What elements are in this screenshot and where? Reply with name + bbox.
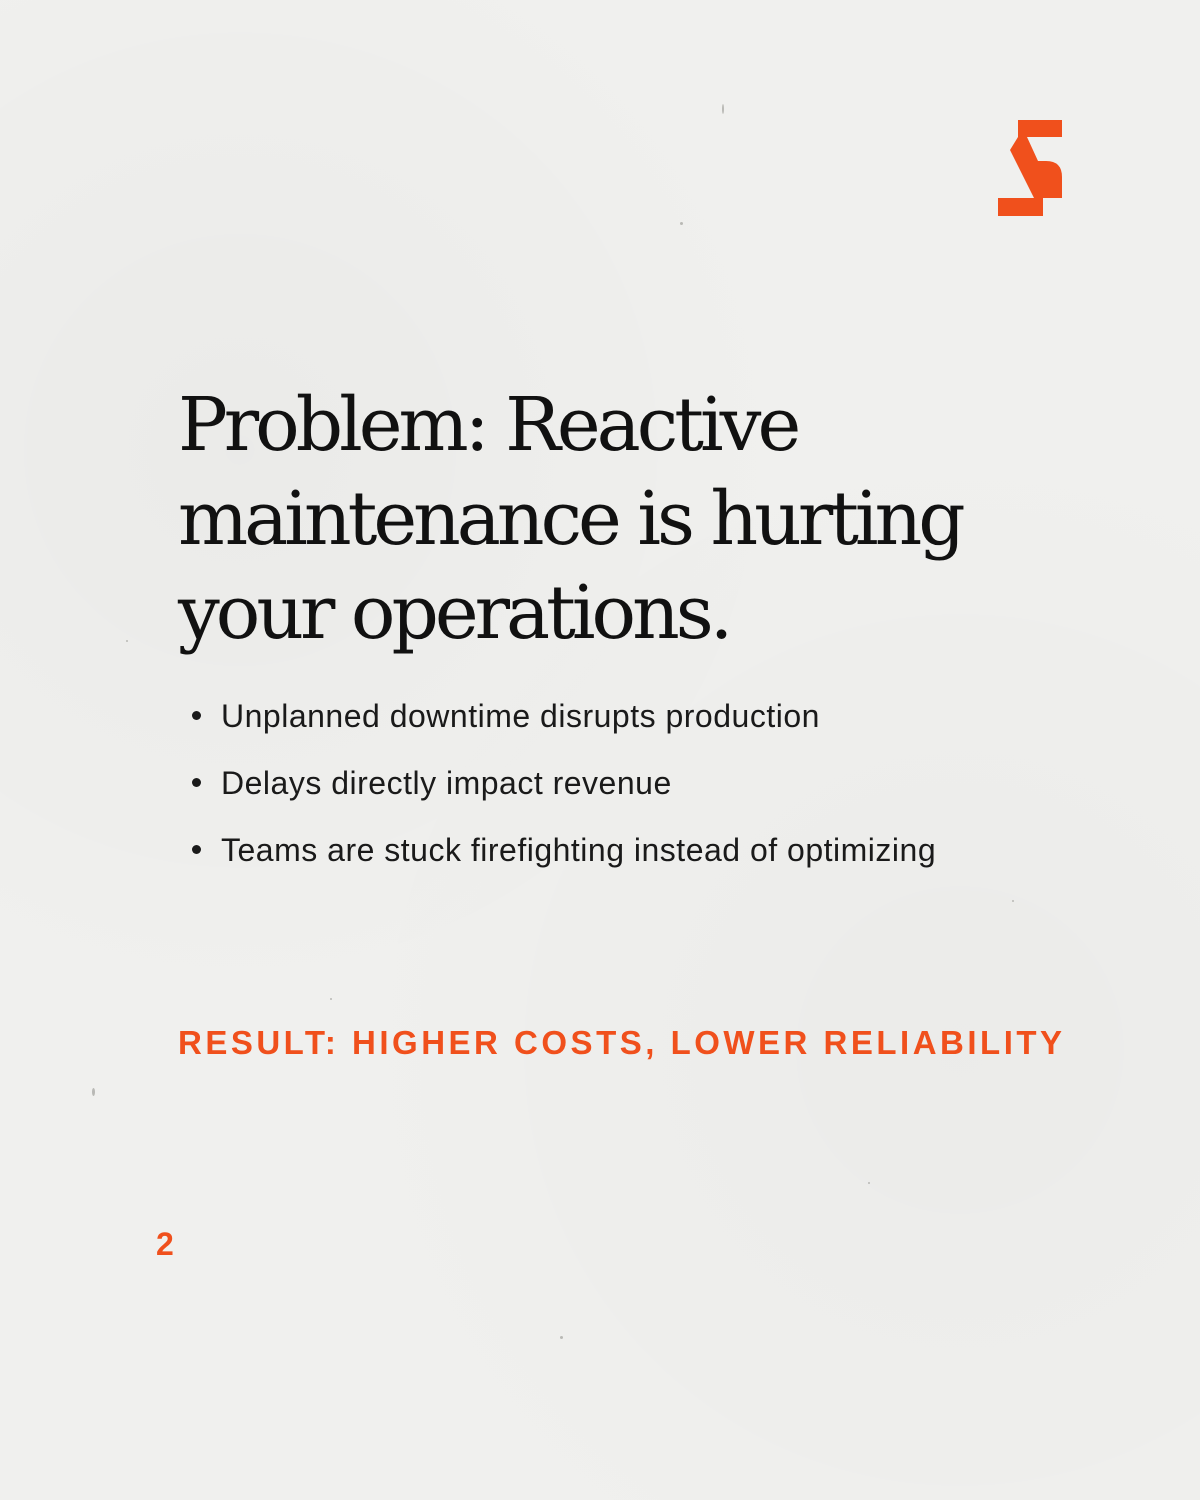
result-statement: RESULT: HIGHER COSTS, LOWER RELIABILITY <box>178 1024 1066 1061</box>
bullet-dot-icon <box>192 711 201 720</box>
headline <box>178 378 1078 660</box>
problem-bullet-list <box>188 694 936 895</box>
paper-speck <box>126 640 128 642</box>
bullet-item <box>188 761 936 805</box>
paper-speck <box>680 222 683 225</box>
bullet-text: Unplanned downtime disrupts production <box>221 698 820 734</box>
bullet-dot-icon <box>192 845 201 854</box>
paper-speck <box>92 1088 95 1096</box>
paper-speck <box>722 104 724 114</box>
page-number: 2 <box>156 1226 174 1262</box>
bullet-text: Teams are stuck firefighting instead of optimizing <box>221 832 937 868</box>
headline-line: Problem: Reactive <box>178 382 798 468</box>
paper-speck <box>868 1182 870 1184</box>
paper-speck <box>560 1336 563 1339</box>
bullet-text: Delays directly impact revenue <box>221 765 672 801</box>
bullet-item <box>188 828 936 872</box>
paper-speck <box>1012 900 1014 902</box>
s-brand-logo-icon <box>998 120 1064 216</box>
headline-line: maintenance is hurting <box>178 476 962 562</box>
headline-line: your operations. <box>178 570 730 656</box>
bullet-item <box>188 694 936 738</box>
bullet-dot-icon <box>192 778 201 787</box>
paper-speck <box>330 998 332 1000</box>
